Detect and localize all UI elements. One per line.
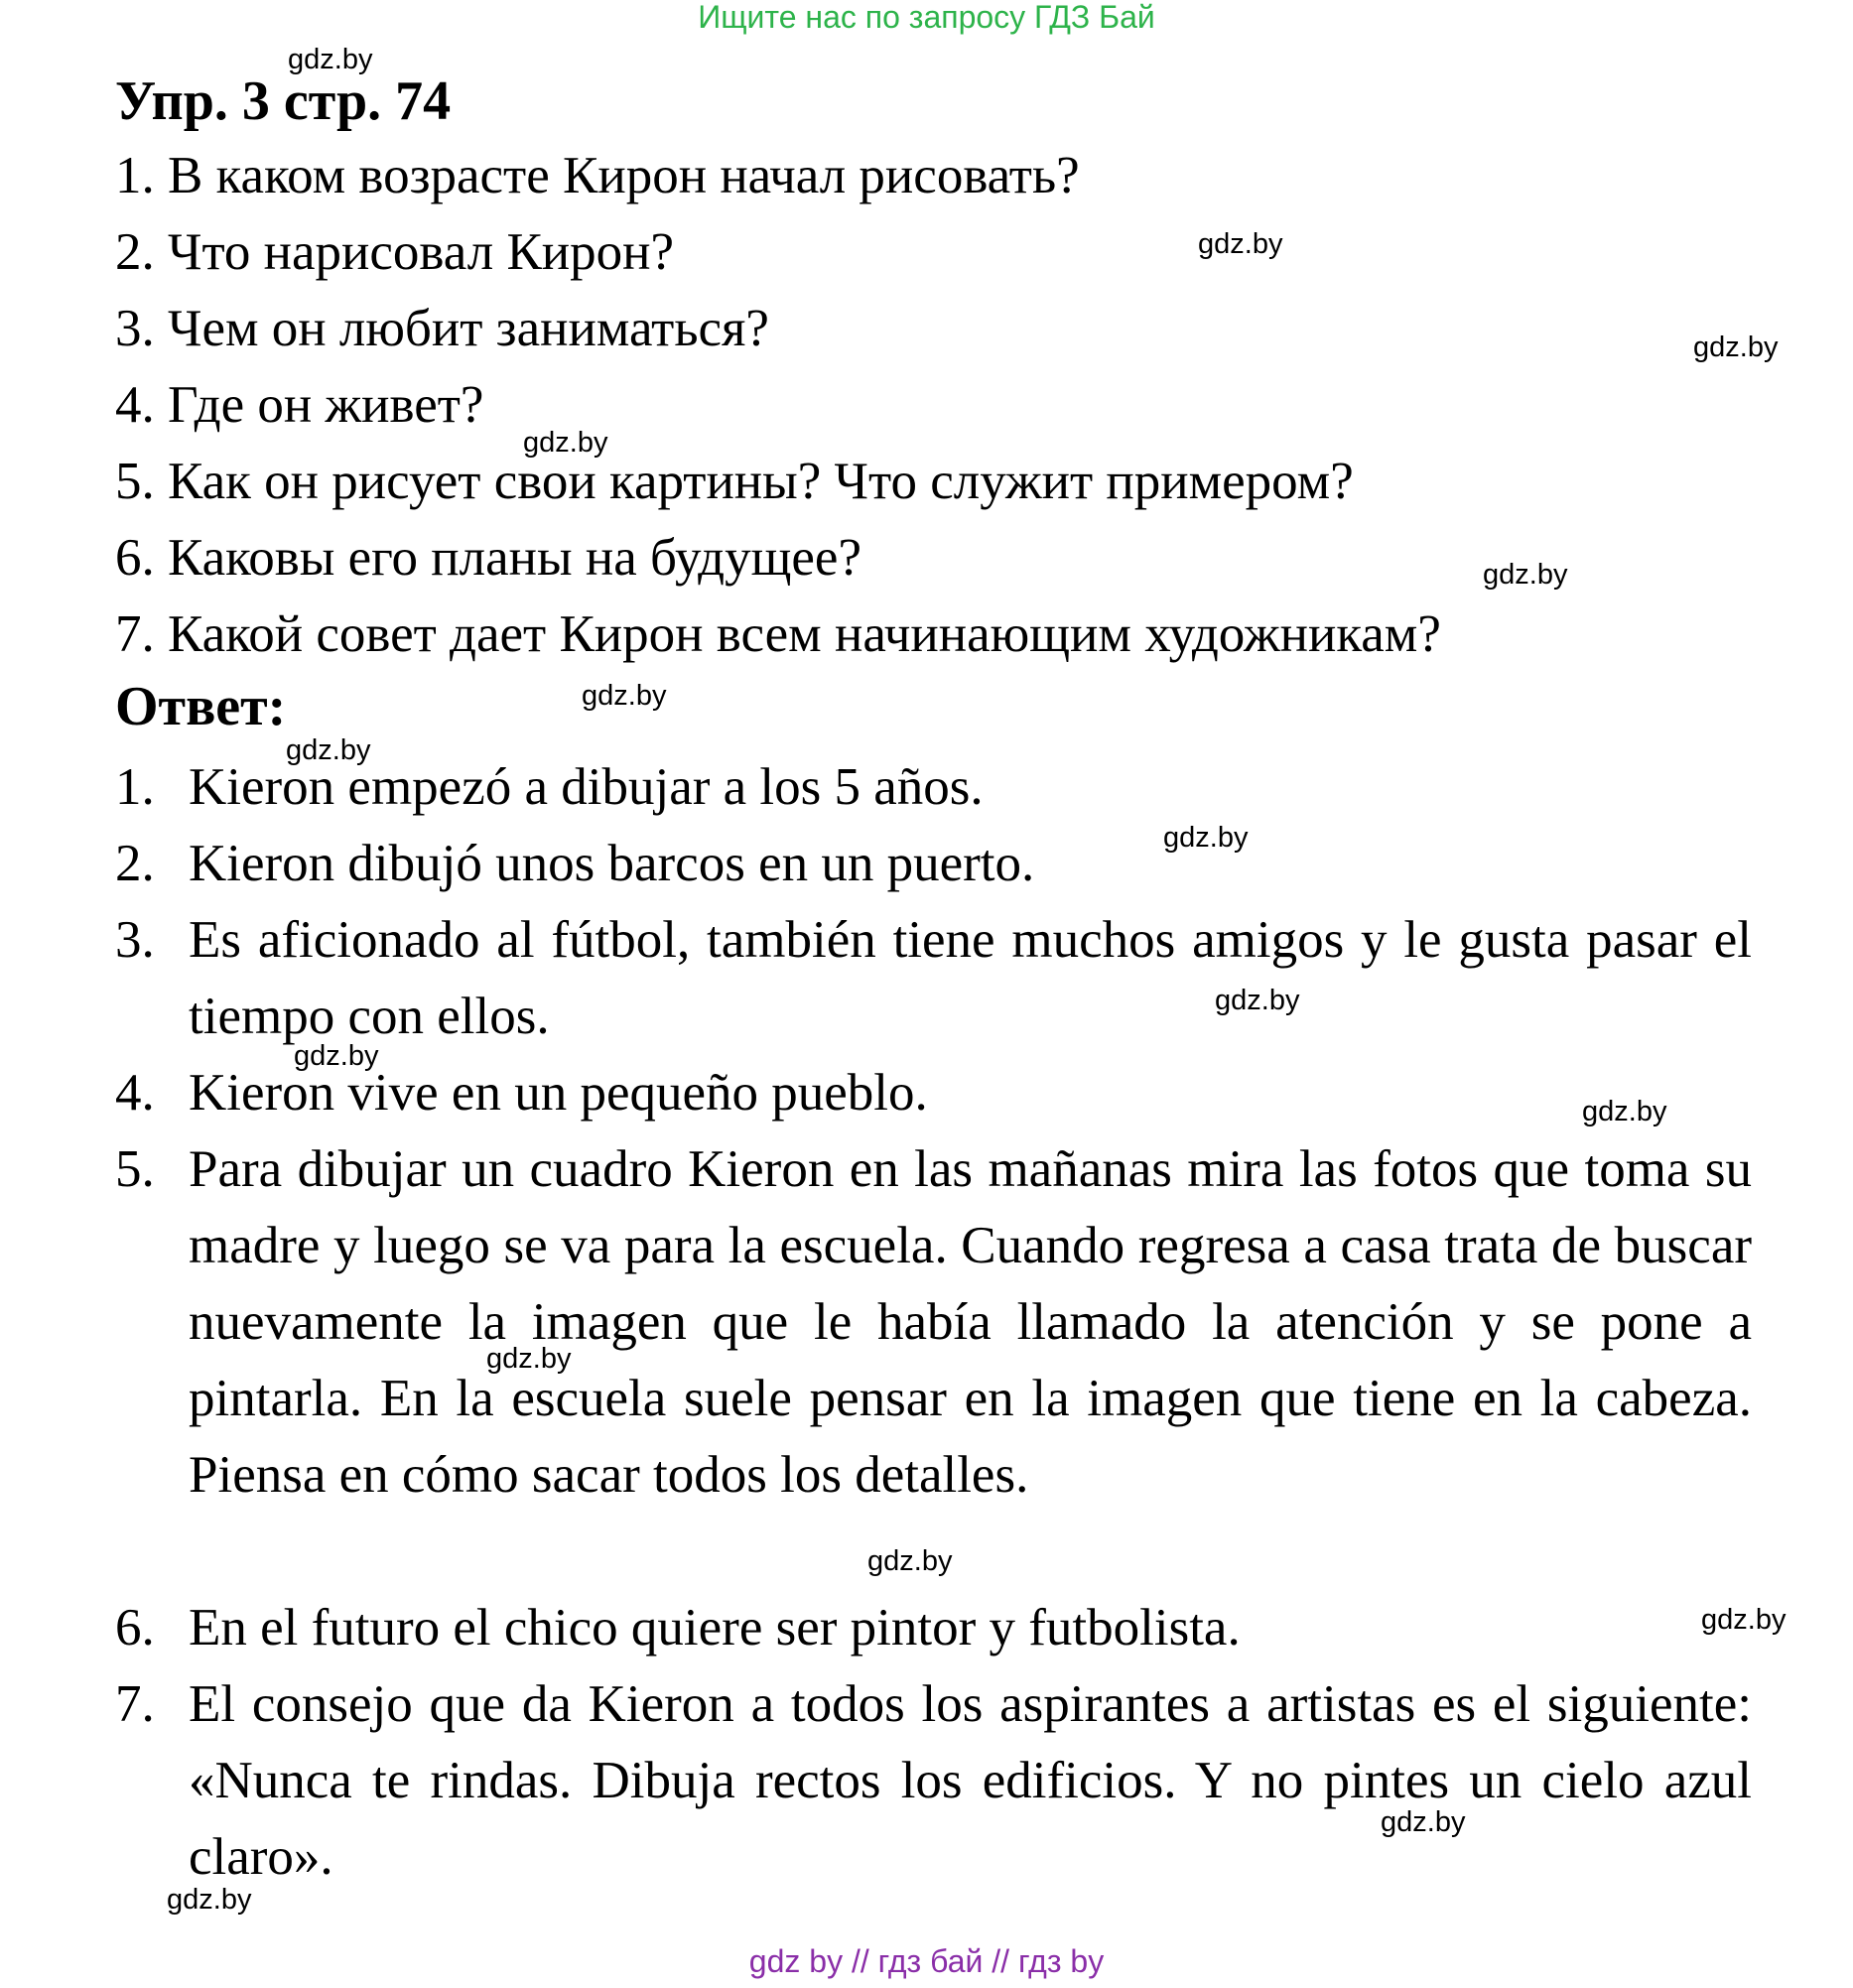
footer-links: gdz by // гдз бай // гдз by bbox=[748, 1943, 1105, 1979]
watermark: gdz.by bbox=[1163, 822, 1249, 854]
question-2: 2. Что нарисовал Кирон? bbox=[115, 223, 675, 281]
watermark: gdz.by bbox=[1693, 331, 1779, 363]
question-7: 7. Какой совет дает Кирон всем начинающим художникам? bbox=[115, 605, 1441, 663]
watermark: gdz.by bbox=[867, 1545, 953, 1577]
answer-number: 6. bbox=[115, 1599, 155, 1657]
watermark: gdz.by bbox=[167, 1884, 252, 1916]
answer-text: Para dibujar un cuadro Kieron en las mañanas mira las fotos que toma su madre y luego se va para la escuela. Cuando regresa a casa trata de buscar nuevamente la imagen que le había llamado la atención y se pone a pintarla. En la escuela suele pensar en la imagen que tiene en la cabeza. Piensa en cómo sacar todos los detalles. bbox=[189, 1140, 1752, 1504]
answer-text: Kieron dibujó unos barcos en un puerto. bbox=[189, 835, 1035, 892]
top-banner: Ищите нас по запросу ГДЗ Бай bbox=[698, 0, 1155, 35]
answer-text: En el futuro el chico quiere ser pintor y futbolista. bbox=[189, 1599, 1241, 1657]
watermark: gdz.by bbox=[286, 734, 371, 766]
answer-heading: Ответ: bbox=[115, 676, 287, 737]
question-1: 1. В каком возрасте Кирон начал рисовать? bbox=[115, 147, 1080, 204]
answer-text: Es aficionado al fútbol, también tiene muchos amigos y le gusta pasar el tiempo con ellos. bbox=[189, 911, 1752, 1045]
answer-text: Kieron vive en un pequeño pueblo. bbox=[189, 1064, 928, 1122]
question-3: 3. Чем он любит заниматься? bbox=[115, 300, 769, 357]
question-5: 5. Как он рисует свои картины? Что служит примером? bbox=[115, 453, 1354, 510]
watermark: gdz.by bbox=[486, 1343, 572, 1375]
answer-text: El consejo que da Kieron a todos los aspirantes a artistas es el siguiente: «Nunca te rindas. Dibuja rectos los edificios. Y no pintes un cielo azul claro». bbox=[189, 1675, 1752, 1886]
page-title: Упр. 3 стр. 74 bbox=[115, 70, 452, 132]
answer-number: 5. bbox=[115, 1140, 155, 1198]
answer-number: 7. bbox=[115, 1675, 155, 1733]
answer-text: Kieron empezó a dibujar a los 5 años. bbox=[189, 758, 984, 816]
answer-number: 3. bbox=[115, 911, 155, 969]
watermark: gdz.by bbox=[582, 680, 667, 712]
watermark: gdz.by bbox=[1215, 985, 1300, 1016]
watermark: gdz.by bbox=[523, 427, 608, 459]
watermark: gdz.by bbox=[288, 44, 373, 75]
watermark: gdz.by bbox=[1582, 1096, 1667, 1127]
answer-number: 1. bbox=[115, 758, 155, 816]
watermark: gdz.by bbox=[1381, 1806, 1466, 1838]
question-4: 4. Где он живет? bbox=[115, 376, 484, 434]
answer-number: 2. bbox=[115, 835, 155, 892]
watermark: gdz.by bbox=[1701, 1604, 1787, 1636]
watermark: gdz.by bbox=[1198, 228, 1283, 260]
question-6: 6. Каковы его планы на будущее? bbox=[115, 529, 861, 587]
watermark: gdz.by bbox=[294, 1040, 379, 1072]
answer-number: 4. bbox=[115, 1064, 155, 1122]
watermark: gdz.by bbox=[1483, 559, 1568, 591]
